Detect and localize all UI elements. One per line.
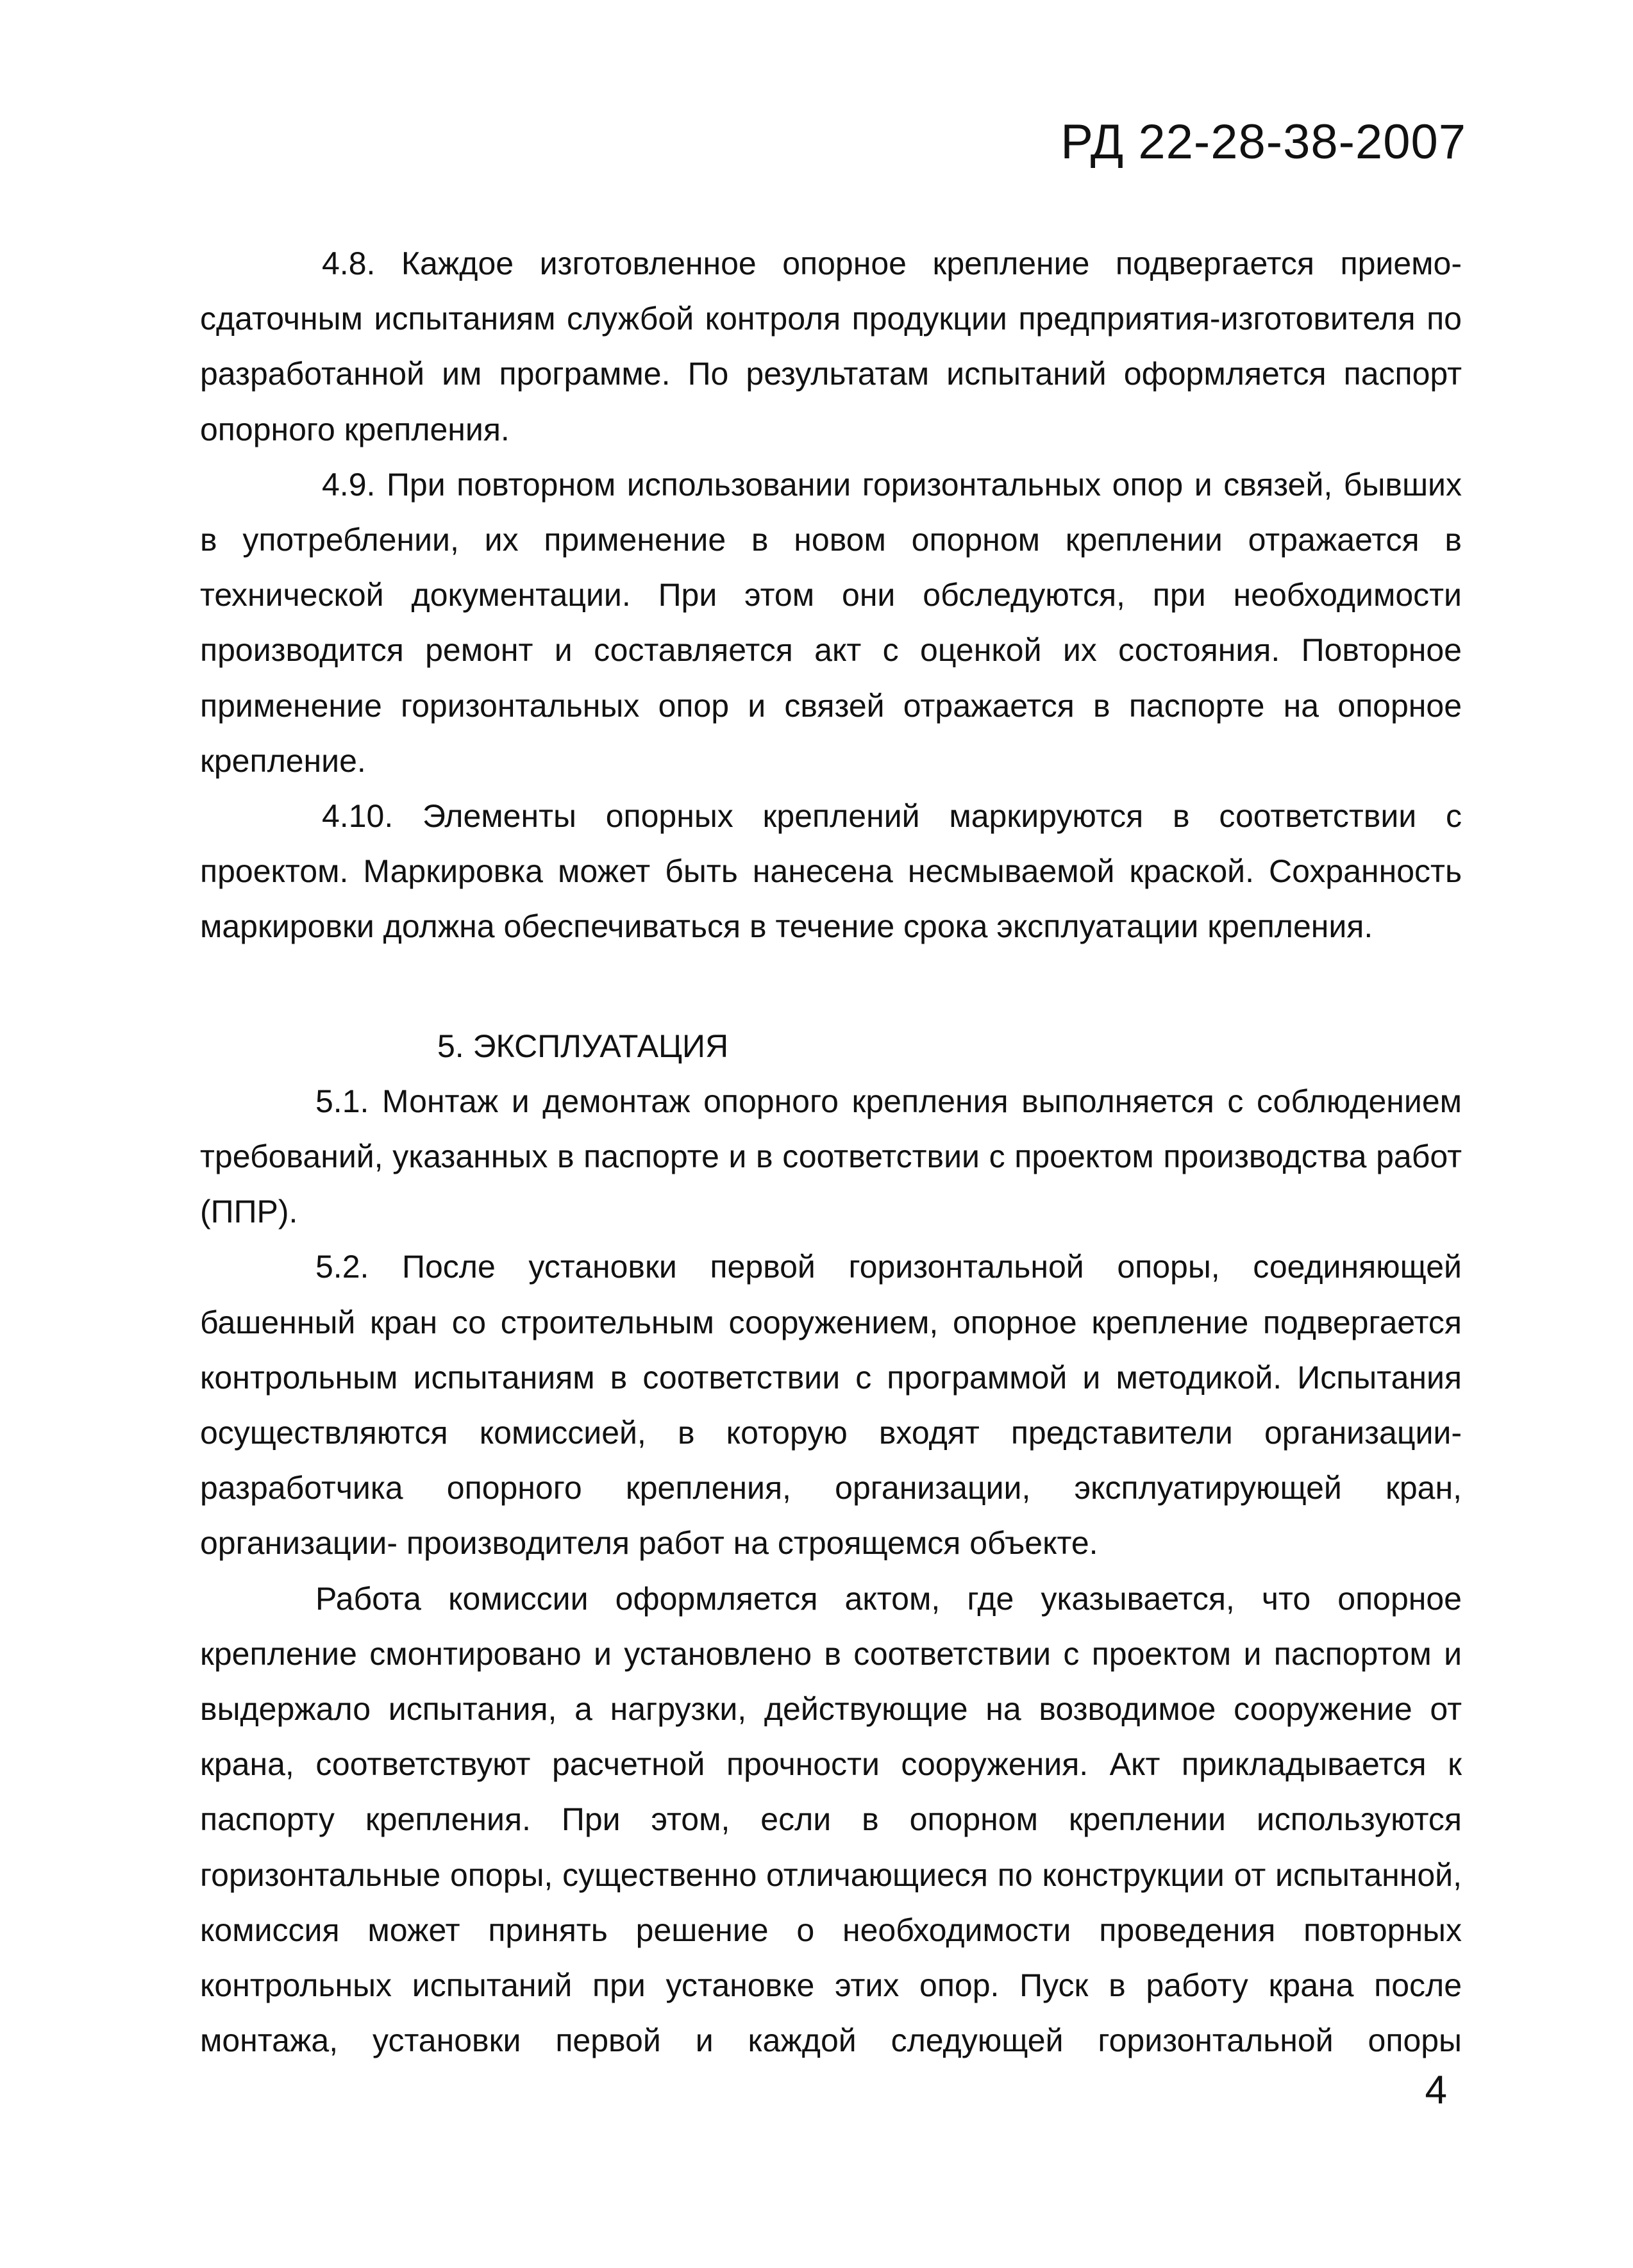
paragraph-commission-act: Работа комиссии оформляется актом, где указывается, что опорное крепление смонтировано и установлено в соответствии с проектом и паспортом и выдержало испытания, а нагрузки, действующие на возводимое сооружение от крана, соответствуют расчетной прочности сооружения. Акт прикладывается к паспорту крепления. При этом, если в опорном креплении используются горизонтальные опоры, существенно отличающиеся по конструкции от испытанной, комиссия может принять решение о необходимости проведения повторных контрольных испытаний при установке этих опор. Пуск в работу крана после монтажа, установки первой и каждой следующей горизонтальной опоры [200, 1580, 1462, 2059]
paragraph-5-1: 5.1. Монтаж и демонтаж опорного крепления выполняется с соблюдением требований, указанных в паспорте и в соответствии с проектом производства работ (ППР). [200, 1083, 1462, 1230]
section-5-heading: 5. ЭКСПЛУАТАЦИЯ [437, 1028, 729, 1064]
paragraph-4-8: 4.8. Каждое изготовленное опорное крепление подвергается приемо-сдаточным испытаниям службой контроля продукции предприятия-изготовителя по разработанной им программе. По результатам испытаний оформляется паспорт опорного крепления. [200, 246, 1462, 447]
page-number: 4 [1425, 2068, 1447, 2112]
document-code: РД 22-28-38-2007 [1060, 115, 1466, 169]
paragraph-4-9: 4.9. При повторном использовании горизонтальных опор и связей, бывших в употреблении, их применение в новом опорном креплении отражается в технической документации. При этом они обследуются, при необходимости производится ремонт и составляется акт с оценкой их состояния. Повторное применение горизонтальных опор и связей отражается в паспорте на опорное крепление. [200, 466, 1462, 779]
paragraph-4-10: 4.10. Элементы опорных креплений маркируются в соответствии с проектом. Маркировка может быть нанесена несмываемой краской. Сохранность маркировки должна обеспечиваться в течение срока эксплуатации крепления. [200, 798, 1462, 945]
document-body [200, 236, 1462, 2069]
paragraph-5-2: 5.2. После установки первой горизонтальной опоры, соединяющей башенный кран со строительным сооружением, опорное крепление подвергается контрольным испытаниям в соответствии с программой и методикой. Испытания осуществляются комиссией, в которую входят представители организации-разработчика опорного крепления, организации, эксплуатирующей кран, организации- производителя работ на строящемся объекте. [200, 1249, 1462, 1562]
